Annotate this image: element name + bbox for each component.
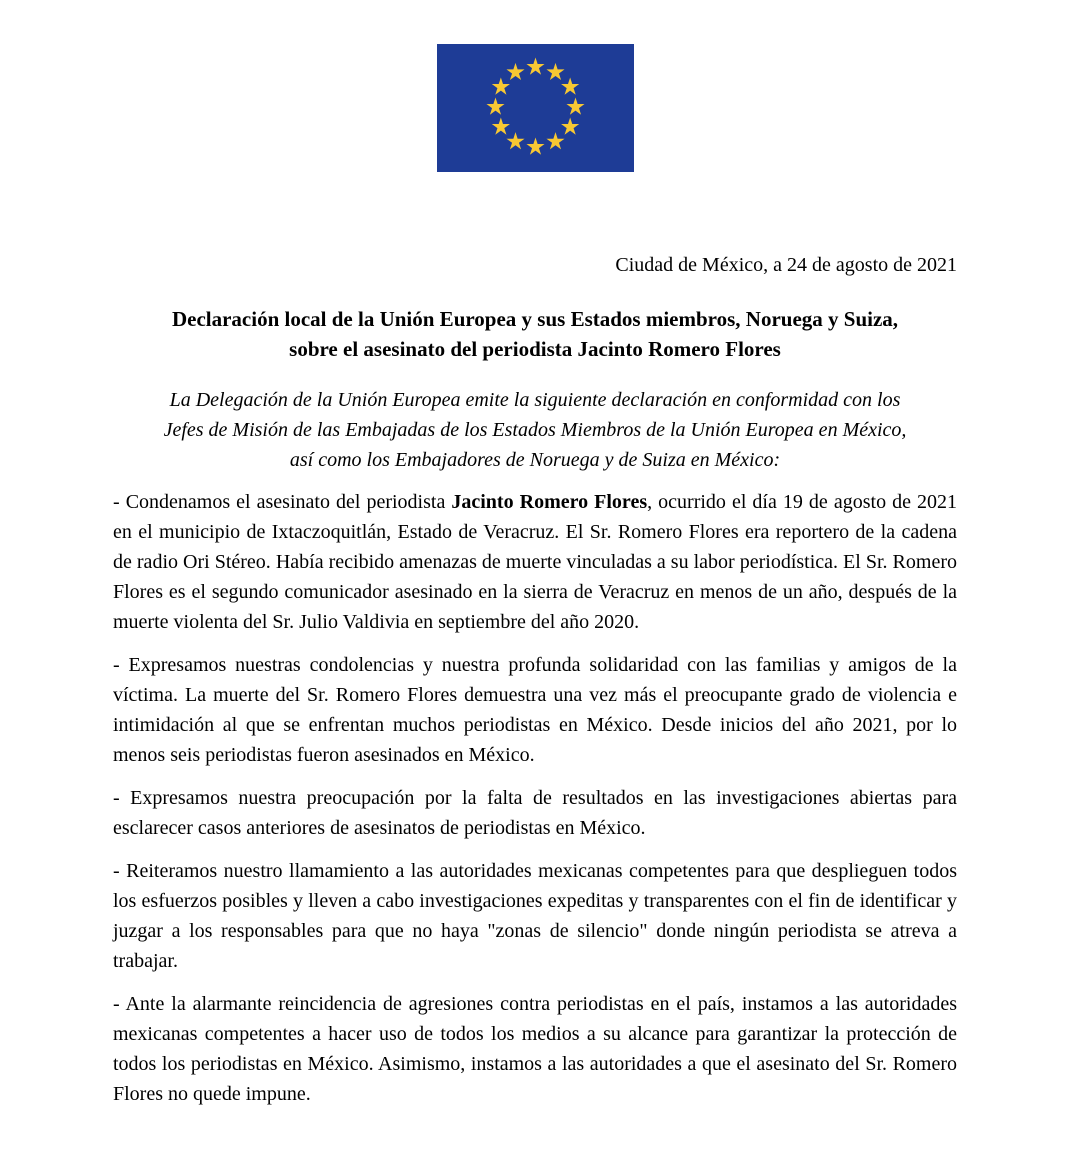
document-title-line-1: Declaración local de la Unión Europea y sus Estados miembros, Noruega y Suiza,	[171, 307, 899, 331]
paragraph-protection-demand: - Ante la alarmante reincidencia de agresiones contra periodistas en el país, instamos a las autoridades mexicanas competentes a hacer uso de todos los medios a su alcance para garantizar la protección de todos los periodistas en México. Asimismo, instamos a las autoridades a que el asesinato del Sr. Romero Flores no quede impune.	[113, 993, 957, 1105]
document-title-line-2: sobre el asesinato del periodista Jacinto Romero Flores	[289, 337, 781, 361]
victim-name: Jacinto Romero Flores	[451, 491, 648, 513]
intro-line-1: La Delegación de la Unión Europea emite la siguiente declaración en conformidad con los	[169, 389, 901, 411]
dateline: Ciudad de México, a 24 de agosto de 2021	[615, 254, 957, 276]
intro-line-3: así como los Embajadores de Noruega y de Suiza en México:	[289, 449, 781, 471]
paragraph-condemnation-text-post: , ocurrido el día 19 de agosto de 2021 en el municipio de Ixtaczoquitlán, Estado de Veracruz. El Sr. Romero Flores era reportero de la cadena de radio Ori Stéreo. Había recibido amenazas de muerte vinculadas a su labor periodística. El Sr. Romero Flores es el segundo comunicador asesinado en la sierra de Veracruz en menos de un año, después de la muerte violenta del Sr. Julio Valdivia en septiembre del año 2020.	[113, 491, 958, 633]
paragraph-concern-investigations: - Expresamos nuestra preocupación por la falta de resultados en las investigaciones abiertas para esclarecer casos anteriores de asesinatos de periodistas en México.	[113, 787, 957, 839]
paragraph-condemnation	[113, 487, 957, 637]
intro-statement	[113, 385, 957, 475]
document-title	[113, 304, 957, 364]
eu-flag	[437, 44, 634, 172]
eu-flag-image	[437, 44, 634, 172]
paragraph-condemnation-text-pre: - Condenamos el asesinato del periodista	[113, 491, 452, 513]
paragraph-call-to-authorities: - Reiteramos nuestro llamamiento a las autoridades mexicanas competentes para que desplieguen todos los esfuerzos posibles y lleven a cabo investigaciones expeditas y transparentes con el fin de identificar y juzgar a los responsables para que no haya "zonas de silencio" donde ningún periodista se atreva a trabajar.	[113, 860, 957, 972]
paragraph-condolences: - Expresamos nuestras condolencias y nuestra profunda solidaridad con las familias y amigos de la víctima. La muerte del Sr. Romero Flores demuestra una vez más el preocupante grado de violencia e intimidación al que se enfrentan muchos periodistas en México. Desde inicios del año 2021, por lo menos seis periodistas fueron asesinados en México.	[113, 654, 957, 766]
intro-line-2: Jefes de Misión de las Embajadas de los Estados Miembros de la Unión Europea en México,	[163, 419, 907, 441]
